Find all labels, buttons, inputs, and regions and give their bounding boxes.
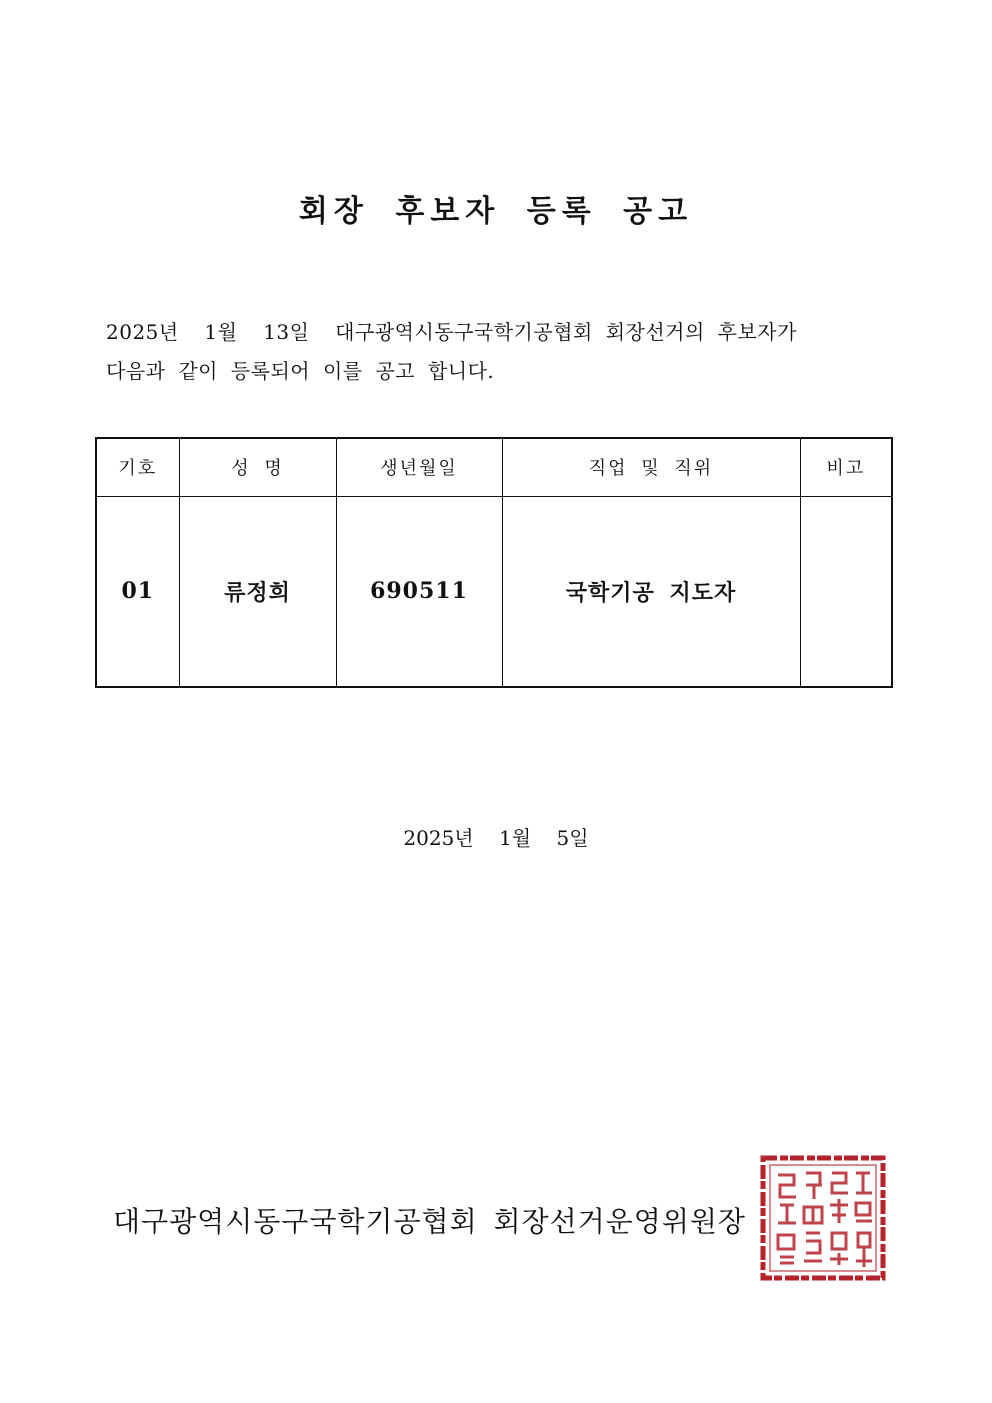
candidate-name: 류정희 [179, 496, 336, 687]
notice-paragraph [106, 313, 896, 391]
candidate-table [95, 437, 893, 688]
header-remarks: 비고 [800, 438, 892, 496]
table-row [96, 496, 892, 687]
candidate-remarks [800, 496, 892, 687]
notice-line-2: 다음과 같이 등록되어 이를 공고 합니다. [106, 359, 495, 383]
table-header-row [96, 438, 892, 496]
candidate-occupation: 국학기공 지도자 [502, 496, 800, 687]
notice-line-1: 2025년 1월 13일 대구광역시동구국학기공협회 회장선거의 후보자가 [106, 320, 797, 344]
candidate-number: 01 [96, 496, 179, 687]
issuer-name: 대구광역시동구국학기공협회 회장선거운영위원장 [113, 1205, 746, 1238]
official-seal-stamp [760, 1155, 886, 1281]
candidate-birthdate: 690511 [336, 496, 502, 687]
issue-date: 2025년 1월 5일 [403, 826, 589, 850]
header-name: 성 명 [179, 438, 336, 496]
header-occupation: 직업 및 직위 [502, 438, 800, 496]
header-birthdate: 생년월일 [336, 438, 502, 496]
document-title: 회장 후보자 등록 공고 [298, 194, 694, 229]
header-number: 기호 [96, 438, 179, 496]
